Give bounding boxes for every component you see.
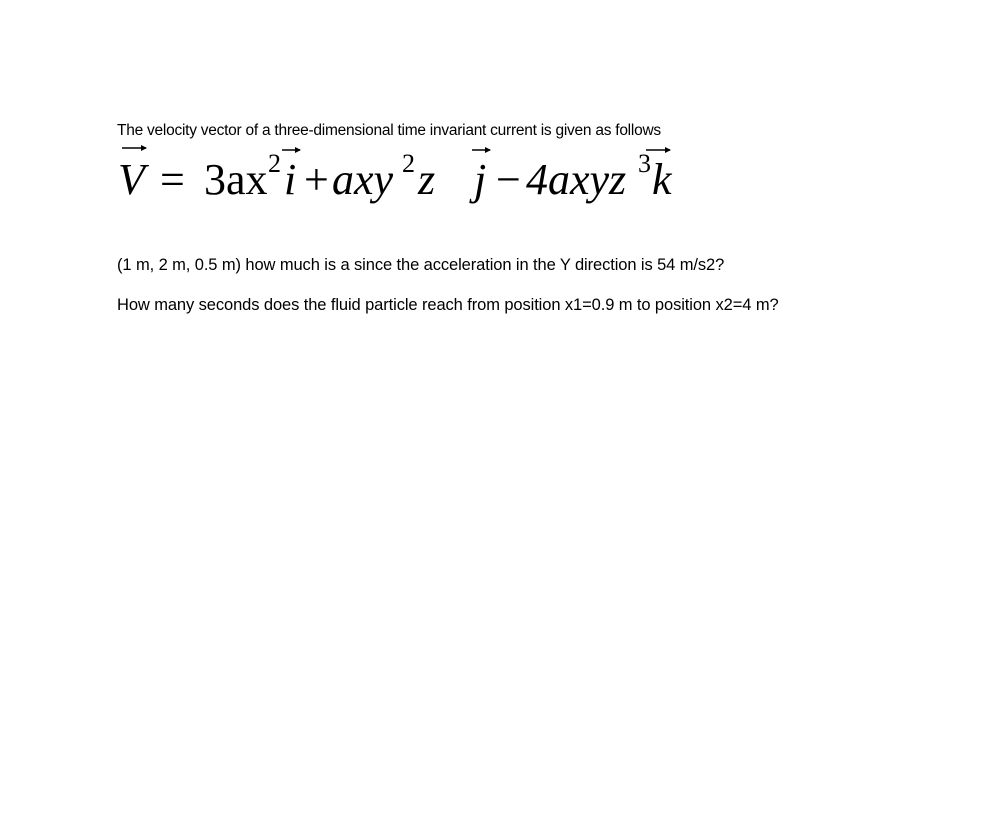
question-2: How many seconds does the fluid particle reach from position x1=0.9 m to position x2=4 m?	[117, 296, 779, 314]
eq-term2-coef: axy	[332, 155, 394, 204]
eq-lhs: V	[118, 155, 145, 204]
eq-term3-unit: k	[652, 155, 672, 204]
eq-term2-unit: j	[474, 155, 487, 204]
eq-plus: +	[304, 155, 329, 204]
eq-term2-z: z	[418, 155, 436, 204]
eq-term2-exp: 2	[402, 149, 415, 178]
velocity-equation-graphic	[118, 138, 758, 210]
eq-term3-exp: 3	[638, 149, 651, 178]
eq-minus: −	[496, 155, 521, 204]
velocity-equation	[118, 138, 758, 210]
eq-term3-coef: 4axyz	[526, 155, 627, 204]
intro-text: The velocity vector of a three-dimensional time invariant current is given as follows	[117, 122, 661, 139]
eq-term1-coef: 3ax	[204, 155, 268, 204]
eq-equals: =	[160, 155, 185, 204]
question-1: (1 m, 2 m, 0.5 m) how much is a since the acceleration in the Y direction is 54 m/s2?	[117, 256, 725, 274]
eq-term1-exp: 2	[268, 149, 281, 178]
eq-term1-unit: i	[284, 155, 297, 204]
